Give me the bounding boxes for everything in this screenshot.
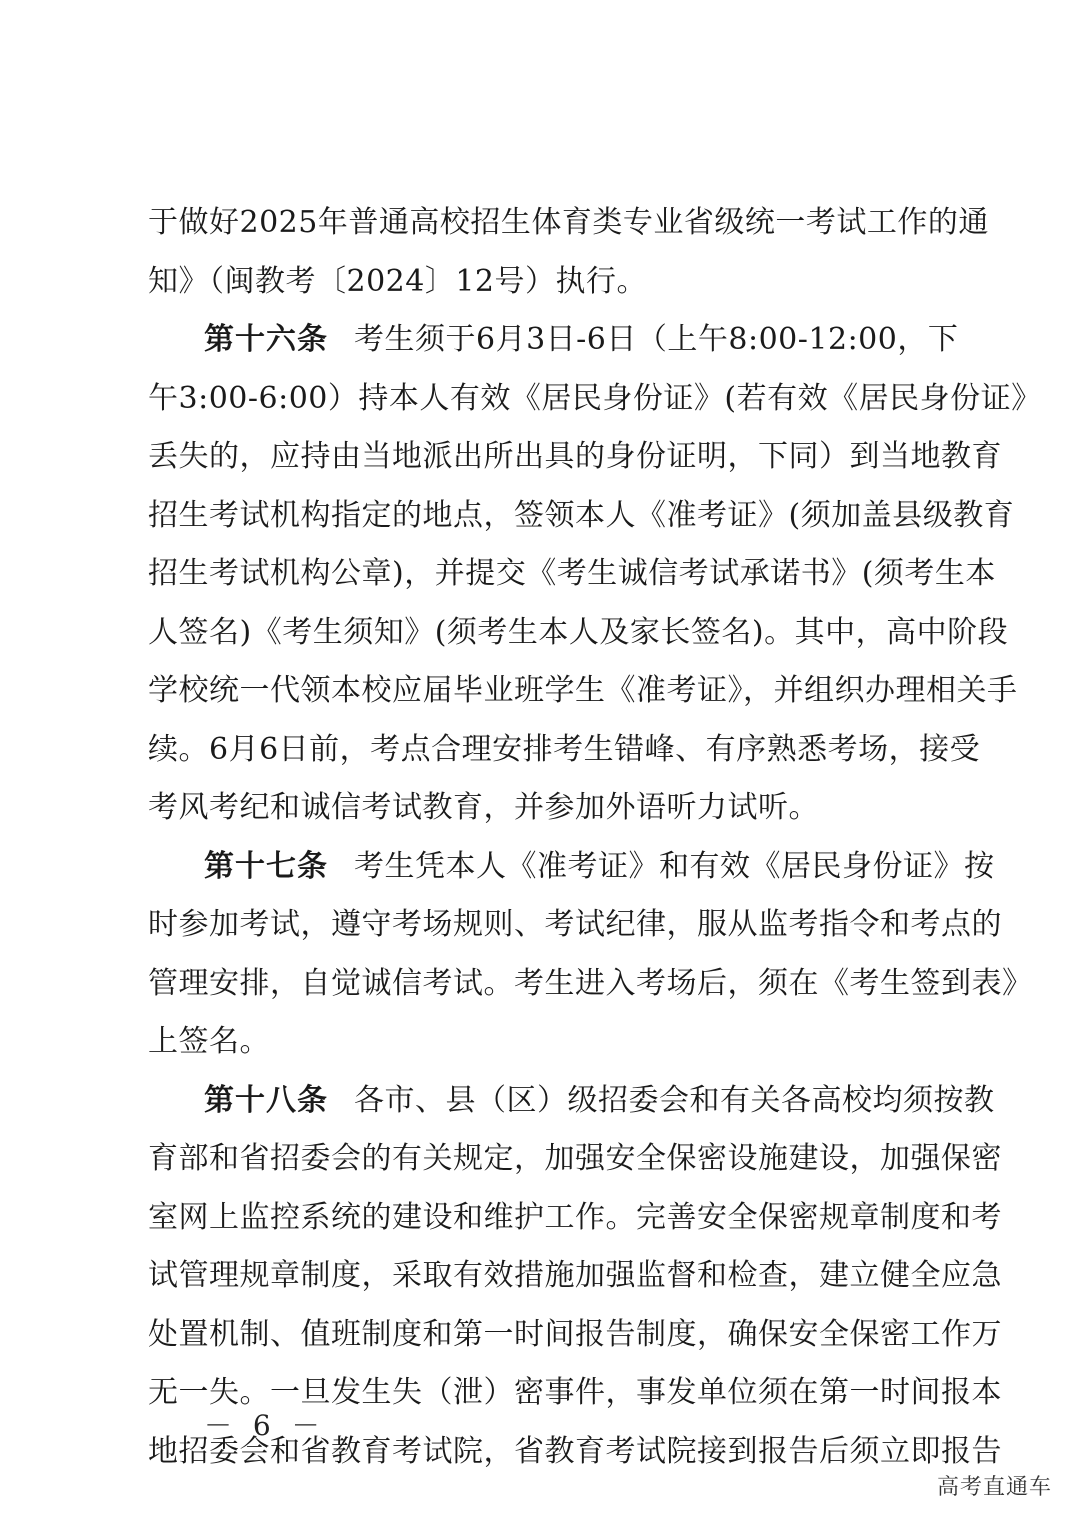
text-line	[148, 1306, 1002, 1365]
text-line	[148, 370, 1042, 429]
text-line	[148, 779, 948, 838]
text-line	[148, 662, 1018, 721]
line-text: 管理安排，自觉诚信考试。考生进入考场后，须在《考生签到表》	[148, 965, 1033, 1001]
line-text: 考生须于6月3日-6日（上午8:00-12:00，下	[354, 322, 959, 357]
line-text: 时参加考试，遵守考场规则、考试纪律，服从监考指令和考点的	[148, 907, 1002, 942]
text-line	[148, 1247, 1002, 1306]
text-line	[148, 253, 948, 312]
text-line	[148, 1130, 1002, 1189]
document-body	[148, 194, 1042, 1481]
line-text: 续。6月6日前，考点合理安排考生错峰、有序熟悉考场，接受	[148, 731, 981, 767]
line-text: 上签名。	[148, 1024, 270, 1059]
text-line	[148, 721, 981, 780]
text-line	[148, 1189, 1002, 1248]
line-text: 各市、县（区）级招委会和有关各高校均须按教	[354, 1082, 995, 1118]
line-text: 室网上监控系统的建设和维护工作。完善安全保密规章制度和考	[148, 1199, 1002, 1235]
line-text: 丢失的，应持由当地派出所出具的身份证明，下同）到当地教育	[148, 439, 1002, 474]
article-17-first-line	[148, 838, 995, 897]
watermark-text: 高考直通车	[936, 1475, 1052, 1500]
text-line	[148, 896, 1002, 955]
article-18-first-line	[148, 1072, 995, 1131]
page-number: － 6 －	[204, 1409, 326, 1442]
text-line	[148, 604, 1009, 663]
line-text: 招生考试机构指定的地点，签领本人《准考证》(须加盖县级教育	[148, 497, 1015, 533]
text-line	[148, 194, 989, 253]
line-text: 试管理规章制度，采取有效措施加强监督和检查，建立健全应急	[148, 1258, 1002, 1293]
line-text: 育部和省招委会的有关规定，加强安全保密设施建设，加强保密	[148, 1141, 1002, 1176]
line-text: 学校统一代领本校应届毕业班学生《准考证》，并组织办理相关手	[148, 673, 1018, 708]
article-17-title: 第十七条	[204, 848, 328, 884]
line-text: 于做好2025年普通高校招生体育类专业省级统一考试工作的通	[148, 205, 989, 240]
article-18-title: 第十八条	[204, 1082, 328, 1118]
line-text: 午3:00-6:00）持本人有效《居民身份证》(若有效《居民身份证》	[148, 380, 1042, 416]
line-text: 考生凭本人《准考证》和有效《居民身份证》按	[354, 848, 995, 884]
line-text: 考风考纪和诚信考试教育，并参加外语听力试听。	[148, 790, 819, 825]
line-text: 招生考试机构公章)，并提交《考生诚信考试承诺书》(须考生本	[148, 556, 996, 591]
text-line	[148, 428, 1002, 487]
text-line	[148, 545, 996, 604]
line-text: 无一失。一旦发生失（泄）密事件，事发单位须在第一时间报本	[148, 1375, 1002, 1410]
line-text: 知》（闽教考〔2024〕12号）执行。	[148, 263, 648, 299]
text-line	[148, 955, 1033, 1014]
text-line	[148, 487, 1015, 546]
text-line	[148, 1013, 948, 1072]
line-text: 人签名)《考生须知》(须考生本人及家长签名)。其中，高中阶段	[148, 614, 1009, 650]
line-text: 地招委会和省教育考试院，省教育考试院接到报告后须立即报告	[148, 1433, 1002, 1469]
article-16-title: 第十六条	[204, 322, 328, 357]
line-text: 处置机制、值班制度和第一时间报告制度，确保安全保密工作万	[148, 1316, 1002, 1352]
article-16-first-line	[148, 311, 959, 370]
